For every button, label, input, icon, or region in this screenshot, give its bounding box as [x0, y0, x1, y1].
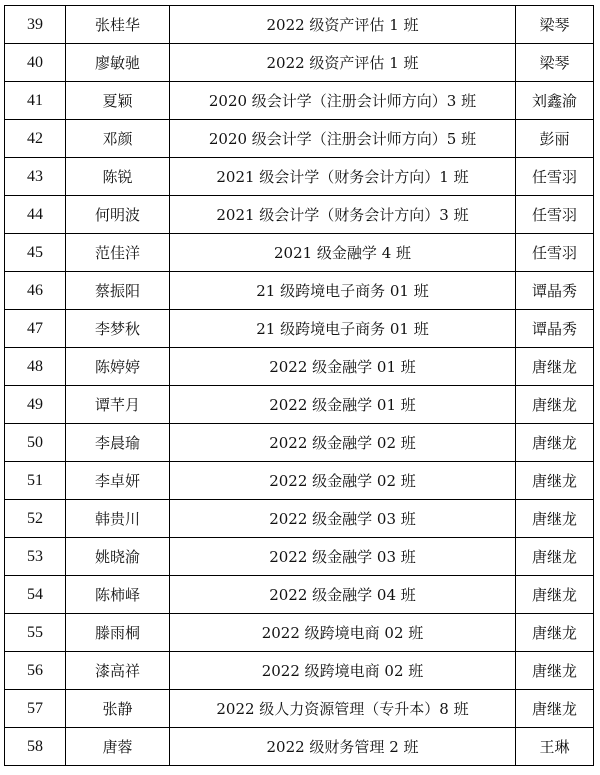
teacher-name-cell: 刘鑫渝 — [516, 82, 594, 120]
student-name-cell: 姚晓渝 — [66, 538, 170, 576]
teacher-name-cell: 谭晶秀 — [516, 310, 594, 348]
table-row — [5, 728, 594, 766]
teacher-name-cell: 唐继龙 — [516, 538, 594, 576]
class-name-cell: 2021 级会计学（财务会计方向）3 班 — [170, 196, 516, 234]
student-name-cell: 邓颜 — [66, 120, 170, 158]
student-name-cell: 蔡振阳 — [66, 272, 170, 310]
class-name-cell: 2022 级金融学 04 班 — [170, 576, 516, 614]
row-number-cell: 51 — [5, 462, 66, 500]
student-name-cell: 夏颖 — [66, 82, 170, 120]
class-name-cell: 2022 级金融学 01 班 — [170, 386, 516, 424]
teacher-name-cell: 唐继龙 — [516, 614, 594, 652]
student-name-cell: 范佳洋 — [66, 234, 170, 272]
class-name-cell: 2022 级跨境电商 02 班 — [170, 652, 516, 690]
student-table — [4, 5, 594, 766]
class-name-cell: 2022 级金融学 02 班 — [170, 462, 516, 500]
table-row — [5, 348, 594, 386]
student-name-cell: 唐蓉 — [66, 728, 170, 766]
class-name-cell: 2022 级资产评估 1 班 — [170, 44, 516, 82]
table-row — [5, 500, 594, 538]
teacher-name-cell: 唐继龙 — [516, 348, 594, 386]
table-row — [5, 424, 594, 462]
row-number-cell: 49 — [5, 386, 66, 424]
class-name-cell: 2022 级金融学 02 班 — [170, 424, 516, 462]
row-number-cell: 58 — [5, 728, 66, 766]
row-number-cell: 43 — [5, 158, 66, 196]
teacher-name-cell: 任雪羽 — [516, 158, 594, 196]
class-name-cell: 2022 级金融学 01 班 — [170, 348, 516, 386]
table-row — [5, 82, 594, 120]
table-row — [5, 120, 594, 158]
teacher-name-cell: 唐继龙 — [516, 652, 594, 690]
row-number-cell: 46 — [5, 272, 66, 310]
row-number-cell: 53 — [5, 538, 66, 576]
row-number-cell: 50 — [5, 424, 66, 462]
student-name-cell: 李梦秋 — [66, 310, 170, 348]
student-name-cell: 陈柿峄 — [66, 576, 170, 614]
row-number-cell: 42 — [5, 120, 66, 158]
row-number-cell: 54 — [5, 576, 66, 614]
class-name-cell: 2022 级资产评估 1 班 — [170, 6, 516, 44]
teacher-name-cell: 唐继龙 — [516, 386, 594, 424]
table-row — [5, 576, 594, 614]
table-row — [5, 614, 594, 652]
row-number-cell: 41 — [5, 82, 66, 120]
student-name-cell: 漆高祥 — [66, 652, 170, 690]
class-name-cell: 2022 级跨境电商 02 班 — [170, 614, 516, 652]
table-row — [5, 386, 594, 424]
row-number-cell: 45 — [5, 234, 66, 272]
student-name-cell: 陈婷婷 — [66, 348, 170, 386]
student-name-cell: 李卓妍 — [66, 462, 170, 500]
teacher-name-cell: 梁琴 — [516, 6, 594, 44]
student-name-cell: 廖敏驰 — [66, 44, 170, 82]
table-row — [5, 462, 594, 500]
student-name-cell: 谭芊月 — [66, 386, 170, 424]
table-body — [5, 6, 594, 766]
teacher-name-cell: 唐继龙 — [516, 690, 594, 728]
teacher-name-cell: 唐继龙 — [516, 576, 594, 614]
class-name-cell: 21 级跨境电子商务 01 班 — [170, 272, 516, 310]
teacher-name-cell: 唐继龙 — [516, 500, 594, 538]
student-name-cell: 滕雨桐 — [66, 614, 170, 652]
table-row — [5, 158, 594, 196]
table-row — [5, 6, 594, 44]
class-name-cell: 2022 级金融学 03 班 — [170, 538, 516, 576]
table-row — [5, 44, 594, 82]
row-number-cell: 40 — [5, 44, 66, 82]
student-name-cell: 陈锐 — [66, 158, 170, 196]
table-row — [5, 196, 594, 234]
student-name-cell: 李晨瑜 — [66, 424, 170, 462]
teacher-name-cell: 谭晶秀 — [516, 272, 594, 310]
student-table-container — [4, 5, 593, 766]
row-number-cell: 55 — [5, 614, 66, 652]
row-number-cell: 39 — [5, 6, 66, 44]
row-number-cell: 52 — [5, 500, 66, 538]
row-number-cell: 44 — [5, 196, 66, 234]
table-row — [5, 272, 594, 310]
student-name-cell: 张静 — [66, 690, 170, 728]
teacher-name-cell: 唐继龙 — [516, 424, 594, 462]
student-name-cell: 张桂华 — [66, 6, 170, 44]
teacher-name-cell: 梁琴 — [516, 44, 594, 82]
class-name-cell: 2022 级人力资源管理（专升本）8 班 — [170, 690, 516, 728]
class-name-cell: 2021 级会计学（财务会计方向）1 班 — [170, 158, 516, 196]
class-name-cell: 2020 级会计学（注册会计师方向）5 班 — [170, 120, 516, 158]
class-name-cell: 2020 级会计学（注册会计师方向）3 班 — [170, 82, 516, 120]
row-number-cell: 57 — [5, 690, 66, 728]
class-name-cell: 2022 级金融学 03 班 — [170, 500, 516, 538]
table-row — [5, 690, 594, 728]
teacher-name-cell: 任雪羽 — [516, 234, 594, 272]
row-number-cell: 56 — [5, 652, 66, 690]
table-row — [5, 310, 594, 348]
student-name-cell: 韩贵川 — [66, 500, 170, 538]
table-row — [5, 652, 594, 690]
row-number-cell: 47 — [5, 310, 66, 348]
teacher-name-cell: 王琳 — [516, 728, 594, 766]
table-row — [5, 234, 594, 272]
student-name-cell: 何明波 — [66, 196, 170, 234]
teacher-name-cell: 任雪羽 — [516, 196, 594, 234]
teacher-name-cell: 唐继龙 — [516, 462, 594, 500]
class-name-cell: 21 级跨境电子商务 01 班 — [170, 310, 516, 348]
row-number-cell: 48 — [5, 348, 66, 386]
class-name-cell: 2022 级财务管理 2 班 — [170, 728, 516, 766]
class-name-cell: 2021 级金融学 4 班 — [170, 234, 516, 272]
teacher-name-cell: 彭丽 — [516, 120, 594, 158]
table-row — [5, 538, 594, 576]
